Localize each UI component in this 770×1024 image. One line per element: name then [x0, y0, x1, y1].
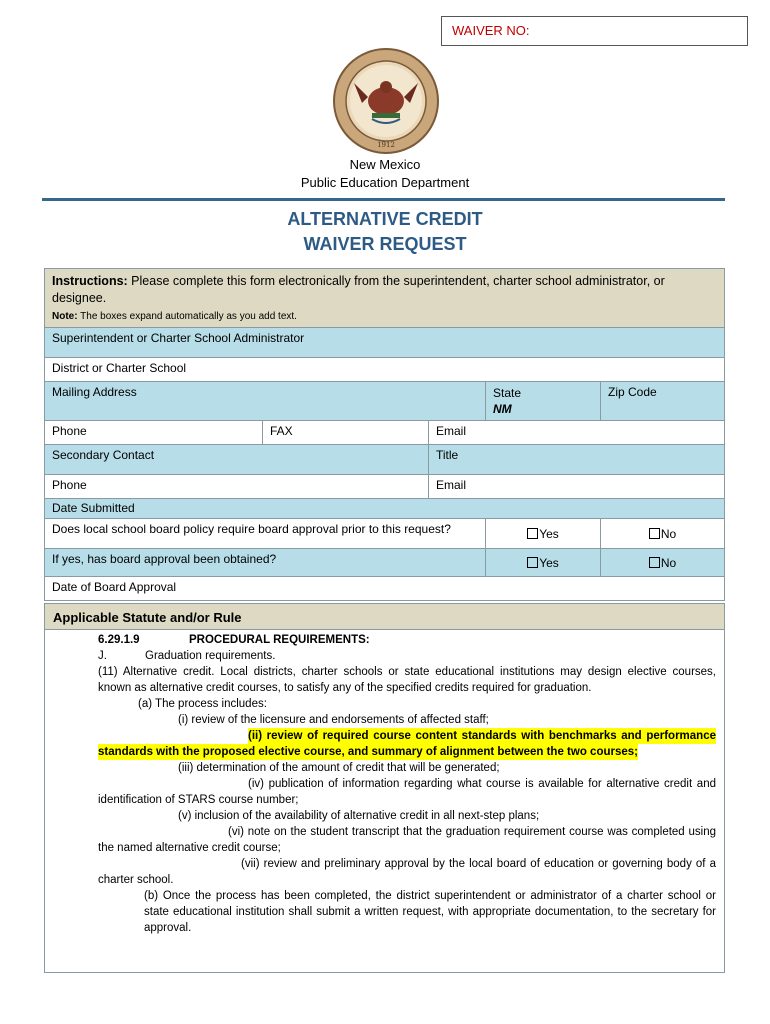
board-policy-question-text: Does local school board policy require board approval prior to this request?	[52, 522, 451, 536]
state-value: NM	[493, 402, 512, 416]
statute-vi-line2: the named alternative credit course;	[98, 842, 281, 854]
statute-section	[44, 603, 725, 973]
statute-b-line3: approval.	[144, 922, 192, 934]
secondary-contact-field[interactable]	[45, 445, 429, 475]
secondary-email-label: Email	[436, 478, 467, 492]
title-field[interactable]	[429, 445, 725, 475]
note-label: Note:	[52, 311, 78, 322]
statute-ii-line2: standards with the proposed elective course, and summary of alignment between the two courses;	[98, 746, 638, 758]
fax-label: FAX	[270, 424, 293, 438]
board-policy-no-checkbox[interactable]	[601, 519, 725, 549]
board-approval-no-checkbox[interactable]	[601, 549, 725, 577]
checkbox-icon	[527, 557, 538, 568]
superintendent-field[interactable]	[45, 328, 725, 358]
email-field[interactable]	[429, 421, 725, 445]
statute-p11-line1: (11) Alternative credit. Local districts, charter schools or state educational institutions may design elective courses,	[98, 666, 716, 678]
date-submitted-field[interactable]	[45, 499, 725, 519]
board-approval-question	[45, 549, 486, 577]
no-label: No	[660, 555, 677, 570]
org-line-2: Public Education Department	[300, 175, 470, 190]
divider	[42, 198, 725, 201]
checkbox-icon	[527, 528, 538, 539]
phone-label: Phone	[52, 424, 87, 438]
checkbox-icon	[649, 528, 660, 539]
superintendent-label: Superintendent or Charter School Administrator	[52, 331, 305, 345]
statute-ii-line1: (ii) review of required course content standards with benchmarks and performance	[248, 730, 716, 742]
org-line-1: New Mexico	[349, 157, 421, 172]
page-subtitle: WAIVER REQUEST	[303, 234, 467, 254]
secondary-contact-label: Secondary Contact	[52, 448, 155, 462]
board-approval-question-text: If yes, has board approval been obtained?	[52, 552, 277, 566]
state-field[interactable]	[486, 382, 601, 421]
svg-text:1912: 1912	[377, 141, 395, 149]
checkbox-icon	[649, 557, 660, 568]
statute-vi-line1: (vi) note on the student transcript that the graduation requirement course was completed using	[228, 826, 716, 838]
fax-field[interactable]	[263, 421, 429, 445]
yes-label: Yes	[539, 555, 559, 570]
board-approval-yes-checkbox[interactable]	[486, 549, 601, 577]
statute-p11-line2: known as alternative credit courses, to satisfy any of the specified credits required for graduation.	[98, 682, 592, 694]
instructions-text: Please complete this form electronically from the superintendent, charter school administrator, or designee.	[52, 274, 665, 305]
date-submitted-label: Date Submitted	[52, 501, 135, 515]
statute-b-line2: state educational institution shall submit a written request, with appropriate documentation, to the secretary for	[144, 906, 716, 918]
email-label: Email	[436, 424, 467, 438]
date-board-approval-label: Date of Board Approval	[52, 580, 177, 594]
waiver-number-label: WAIVER NO:	[452, 23, 530, 38]
statute-b-line1: (b) Once the process has been completed, the district superintendent or administrator of a charter school or	[144, 890, 716, 902]
waiver-form	[44, 268, 725, 601]
statute-iii: (iii) determination of the amount of credit that will be generated;	[178, 762, 500, 774]
district-field[interactable]	[45, 358, 725, 382]
statute-j-text: Graduation requirements.	[145, 650, 276, 662]
board-policy-question	[45, 519, 486, 549]
yes-label: Yes	[539, 526, 559, 541]
mailing-address-label: Mailing Address	[52, 385, 137, 399]
secondary-phone-field[interactable]	[45, 475, 429, 499]
date-board-approval-field[interactable]	[45, 577, 725, 601]
statute-iv-line2: identification of STARS course number;	[98, 794, 299, 806]
statute-code: 6.29.1.9	[98, 634, 140, 646]
title-label: Title	[436, 448, 459, 462]
statute-j: J.	[98, 650, 107, 662]
waiver-number-field[interactable]	[441, 16, 748, 46]
statute-v: (v) inclusion of the availability of alternative credit in all next-step plans;	[178, 810, 540, 822]
zip-code-field[interactable]	[601, 382, 725, 421]
board-policy-yes-checkbox[interactable]	[486, 519, 601, 549]
instructions-label: Instructions:	[52, 274, 128, 288]
statute-i: (i) review of the licensure and endorsements of affected staff;	[178, 714, 489, 726]
statute-vii-line2: charter school.	[98, 874, 174, 886]
seal-icon	[332, 47, 440, 155]
zip-code-label: Zip Code	[608, 385, 657, 399]
statute-iv-line1: (iv) publication of information regarding what course is available for alternative credit and	[248, 778, 716, 790]
secondary-phone-label: Phone	[52, 478, 87, 492]
statute-code-title: PROCEDURAL REQUIREMENTS:	[189, 634, 370, 646]
instructions	[45, 269, 725, 328]
statute-heading: Applicable Statute and/or Rule	[45, 604, 724, 630]
page-title: ALTERNATIVE CREDIT	[287, 209, 483, 229]
statute-vii-line1: (vii) review and preliminary approval by the local board of education or governing body of a	[241, 858, 716, 870]
secondary-email-field[interactable]	[429, 475, 725, 499]
state-label: State	[493, 386, 522, 400]
phone-field[interactable]	[45, 421, 263, 445]
mailing-address-field[interactable]	[45, 382, 486, 421]
no-label: No	[660, 526, 677, 541]
district-label: District or Charter School	[52, 361, 187, 375]
statute-a: (a) The process includes:	[138, 698, 267, 710]
note-text: The boxes expand automatically as you add text.	[77, 311, 297, 322]
